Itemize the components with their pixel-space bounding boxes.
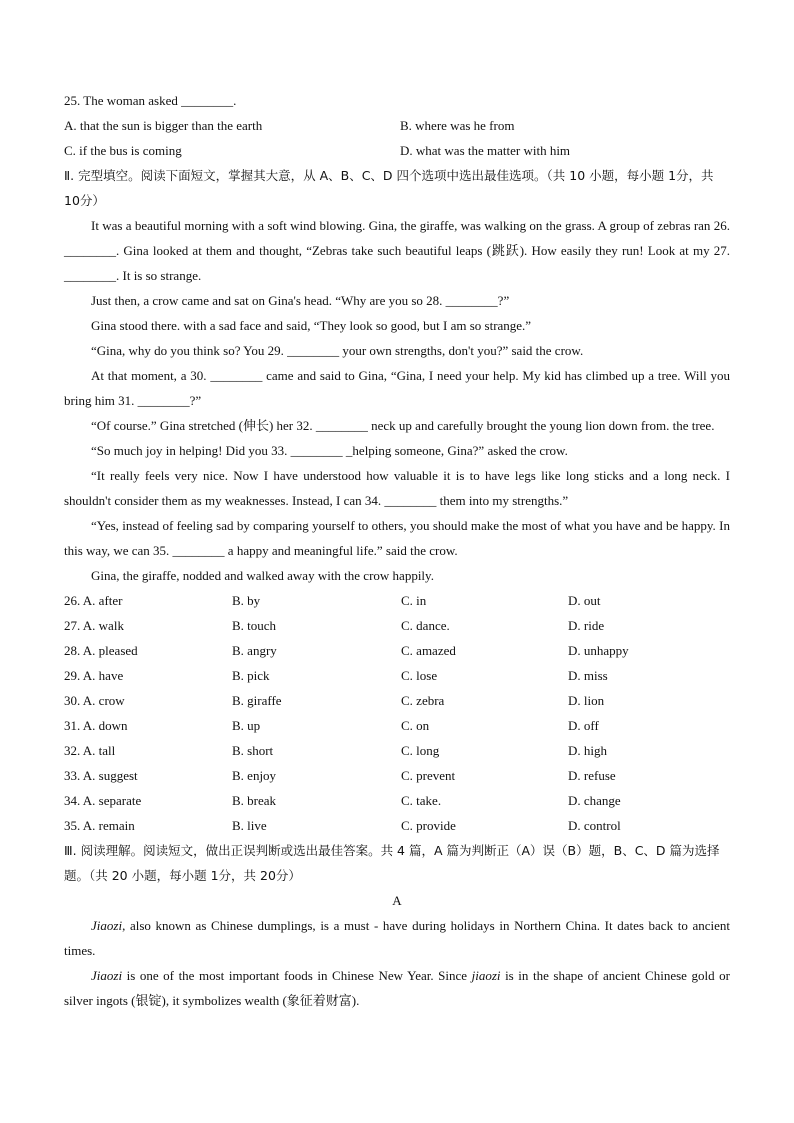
reading-paragraph-1 (64, 913, 730, 963)
option-d: D. high (568, 743, 607, 758)
question-25-options-row-1 (64, 113, 730, 138)
passage-label: A (392, 893, 402, 908)
section-2-heading: Ⅱ. 完型填空。阅读下面短文，掌握其大意，从 A、B、C、D 四个选项中选出最佳选项。（共 10 小题，每小题 1分，共 10分） (64, 168, 714, 208)
cloze-option-row (64, 788, 730, 813)
option-25-a: A. that the sun is bigger than the earth (64, 118, 263, 133)
cloze-option-row (64, 663, 730, 688)
option-a: 31. A. down (64, 718, 128, 733)
cloze-option-row (64, 713, 730, 738)
option-b: B. enjoy (232, 768, 277, 783)
option-a: 28. A. pleased (64, 643, 138, 658)
option-b: B. live (232, 818, 267, 833)
option-d: D. refuse (568, 768, 616, 783)
option-a: 30. A. crow (64, 693, 125, 708)
reading-text: is one of the most important foods in Chinese New Year. Since (122, 968, 472, 983)
option-c: C. prevent (401, 768, 456, 783)
reading-text: , also known as Chinese dumplings, is a must - have during holidays in Northern China. It dates back to ancient times. (64, 918, 730, 958)
option-d: D. out (568, 593, 601, 608)
option-b: B. short (232, 743, 274, 758)
option-a: 29. A. have (64, 668, 124, 683)
option-d: D. control (568, 818, 621, 833)
question-25-options-row-2 (64, 138, 730, 163)
cloze-option-row (64, 588, 730, 613)
option-a: 26. A. after (64, 593, 123, 608)
cloze-option-row (64, 738, 730, 763)
cloze-option-row (64, 688, 730, 713)
option-c: C. provide (401, 818, 456, 833)
option-a: 33. A. suggest (64, 768, 138, 783)
exam-page (64, 88, 730, 1013)
option-d: D. change (568, 793, 621, 808)
option-c: C. lose (401, 668, 438, 683)
option-b: B. pick (232, 668, 270, 683)
option-25-c: C. if the bus is coming (64, 143, 182, 158)
cloze-paragraph: “It really feels very nice. Now I have understood how valuable it is to have legs like long sticks and a long neck. I shouldn't consider them as my weaknesses. Instead, I can 34. ________ them into my strengths.” (64, 468, 730, 508)
cloze-paragraph: Gina, the giraffe, nodded and walked away with the crow happily. (91, 568, 434, 583)
option-b: B. up (232, 718, 261, 733)
option-c: C. on (401, 718, 430, 733)
option-c: C. in (401, 593, 427, 608)
option-d: D. off (568, 718, 599, 733)
cloze-option-row (64, 763, 730, 788)
option-b: B. by (232, 593, 261, 608)
option-c: C. take. (401, 793, 442, 808)
cloze-option-row (64, 813, 730, 838)
cloze-option-row (64, 638, 730, 663)
cloze-passage (64, 213, 730, 588)
term-jiaozi: Jiaozi (91, 968, 123, 983)
option-b: B. touch (232, 618, 277, 633)
option-25-d: D. what was the matter with him (400, 143, 571, 158)
term-jiaozi: jiaozi (471, 968, 501, 983)
cloze-paragraph: Gina stood there. with a sad face and said, “They look so good, but I am so strange.” (91, 318, 532, 333)
option-d: D. unhappy (568, 643, 629, 658)
cloze-paragraph: Just then, a crow came and sat on Gina's head. “Why are you so 28. ________?” (91, 293, 510, 308)
option-c: C. long (401, 743, 440, 758)
option-d: D. ride (568, 618, 605, 633)
option-25-b: B. where was he from (400, 118, 515, 133)
option-a: 32. A. tall (64, 743, 116, 758)
option-c: C. amazed (401, 643, 456, 658)
reading-text: is in the shape of ancient Chinese gold or silver ingots (银锭), it symbolizes wealth (象征着财富). (64, 968, 730, 1008)
option-d: D. miss (568, 668, 608, 683)
reading-paragraph-2 (64, 963, 730, 1013)
option-a: 35. A. remain (64, 818, 135, 833)
cloze-paragraph: “So much joy in helping! Did you 33. ________ _helping someone, Gina?” asked the crow. (91, 443, 568, 458)
cloze-option-row (64, 613, 730, 638)
section-3-heading: Ⅲ. 阅读理解。阅读短文，做出正误判断或选出最佳答案。共 4 篇，A 篇为判断正（A）误（B）题，B、C、D 篇为选择题。（共 20 小题，每小题 1分，共 20分） (64, 843, 720, 883)
option-b: B. angry (232, 643, 277, 658)
cloze-paragraph: “Of course.” Gina stretched (伸长) her 32. ________ neck up and carefully brought the young lion down from. the tree. (91, 418, 715, 433)
option-d: D. lion (568, 693, 605, 708)
option-b: B. giraffe (232, 693, 282, 708)
cloze-options (64, 588, 730, 838)
option-a: 27. A. walk (64, 618, 124, 633)
option-b: B. break (232, 793, 277, 808)
option-c: C. dance. (401, 618, 450, 633)
cloze-paragraph: It was a beautiful morning with a soft wind blowing. Gina, the giraffe, was walking on the grass. A group of zebras ran 26. ________. Gina looked at them and thought, “Zebras take such beautiful leaps (跳跃). How easily they run! Look at my 27. ________. It is so strange. (64, 218, 730, 283)
option-a: 34. A. separate (64, 793, 142, 808)
cloze-paragraph: “Yes, instead of feeling sad by comparing yourself to others, you should make the most of what you have and be happy. In this way, we can 35. ________ a happy and meaningful life.” said the crow. (64, 518, 730, 558)
cloze-paragraph: “Gina, why do you think so? You 29. ________ your own strengths, don't you?” said the crow. (91, 343, 584, 358)
question-25-stem: 25. The woman asked ________. (64, 93, 237, 108)
cloze-paragraph: At that moment, a 30. ________ came and said to Gina, “Gina, I need your help. My kid has climbed up a tree. Will you bring him 31. ________?” (64, 368, 730, 408)
option-c: C. zebra (401, 693, 445, 708)
term-jiaozi: Jiaozi (91, 918, 123, 933)
